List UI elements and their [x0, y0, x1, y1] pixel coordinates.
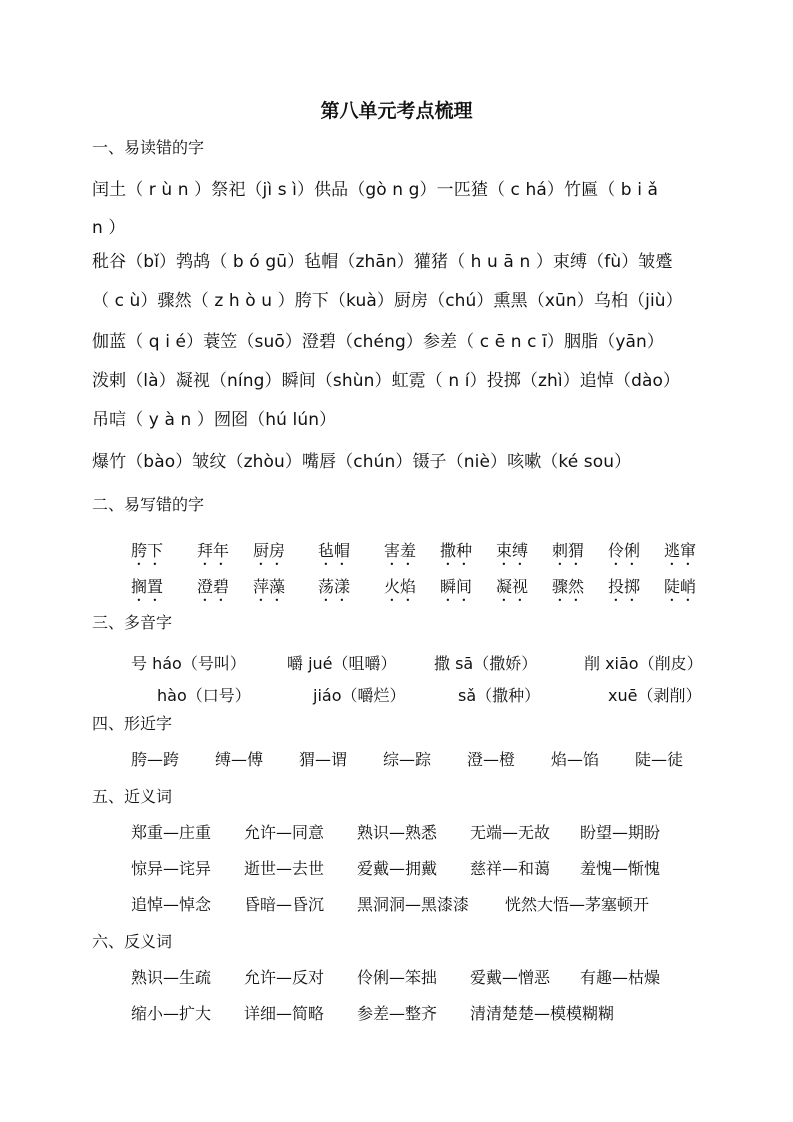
list-item: 毡帽	[318, 541, 351, 560]
list-item: 骤然	[552, 577, 585, 596]
document-title: 第八单元考点梳理	[320, 100, 473, 122]
list-item: 惊异—诧异	[131, 859, 212, 878]
list-item: 盼望—期盼	[580, 823, 661, 842]
list-item: 恍然大悟—茅塞顿开	[505, 895, 650, 914]
section-4-heading: 四、形近字	[92, 714, 173, 733]
list-item: 参差—整齐	[357, 1004, 438, 1023]
list-item: 有趣—枯燥	[580, 968, 661, 987]
pronunciation-line-1: 闰土（ r ù n ）祭祀（jì s ì）供品（gò n g）一匹猹（ c há）竹匾（ b i ǎ	[92, 180, 659, 200]
pronunciation-line-3: 秕谷（bǐ）鹁鸪（ b ó gū）毡帽（zhān）獾猪（ h u ā n ）束缚（fù）皱蹙	[92, 252, 673, 272]
list-item: 综—踪	[383, 750, 432, 769]
pronunciation-line-4: （ c ù）骤然（ z h ò u ）胯下（kuà）厨房（chú）熏黑（xūn）乌桕（jiù）	[92, 291, 683, 311]
list-item: 慈祥—和蔼	[470, 859, 551, 878]
pronunciation-line-7: 吊唁（ y à n ）囫囵（hú lún）	[92, 410, 337, 430]
section-1-heading: 一、易读错的字	[92, 138, 205, 157]
list-item: 害羞	[384, 541, 417, 560]
list-item: sǎ（撒种）	[458, 686, 541, 705]
list-item: 清清楚楚—模模糊糊	[470, 1004, 615, 1023]
list-item: 胯—跨	[131, 750, 180, 769]
list-item: 萍藻	[253, 577, 286, 596]
list-item: 削 xiāo（削皮）	[584, 654, 703, 673]
pronunciation-line-2: n ）	[92, 218, 126, 238]
pronunciation-line-8: 爆竹（bào）皱纹（zhòu）嘴唇（chún）镊子（niè）咳嗽（ké sou）	[92, 452, 632, 472]
list-item: 羞愧—惭愧	[580, 859, 661, 878]
list-item: 瞬间	[440, 577, 473, 596]
list-item: 无端—无故	[470, 823, 551, 842]
list-item: 胯下	[131, 541, 164, 560]
section-2-heading: 二、易写错的字	[92, 495, 205, 514]
list-item: 详细—简略	[244, 1004, 325, 1023]
list-item: 郑重—庄重	[131, 823, 212, 842]
list-item: 爱戴—憎恶	[470, 968, 551, 987]
list-item: hào（口号）	[157, 686, 251, 705]
section-5-heading: 五、近义词	[92, 787, 173, 806]
list-item: 拜年	[197, 541, 230, 560]
list-item: 搁置	[131, 577, 164, 596]
list-item: 爱戴—拥戴	[357, 859, 438, 878]
section-3-heading: 三、多音字	[92, 613, 173, 632]
list-item: jiáo（嚼烂）	[313, 686, 406, 705]
list-item: 缩小—扩大	[131, 1004, 212, 1023]
list-item: 陡峭	[664, 577, 697, 596]
list-item: 撒 sā（撒娇）	[434, 654, 538, 673]
list-item: 焰—馅	[551, 750, 600, 769]
list-item: 火焰	[384, 577, 417, 596]
list-item: 澄—橙	[467, 750, 516, 769]
list-item: 荡漾	[318, 577, 351, 596]
list-item: 允许—同意	[244, 823, 325, 842]
list-item: 熟识—熟悉	[357, 823, 438, 842]
list-item: 撒种	[440, 541, 473, 560]
list-item: xuē（剥削）	[608, 686, 702, 705]
list-item: 熟识—生疏	[131, 968, 212, 987]
list-item: 逝世—去世	[244, 859, 325, 878]
list-item: 猬—谓	[299, 750, 348, 769]
list-item: 缚—傅	[215, 750, 264, 769]
list-item: 凝视	[496, 577, 529, 596]
section-6-heading: 六、反义词	[92, 932, 173, 951]
list-item: 投掷	[608, 577, 641, 596]
list-item: 厨房	[253, 541, 286, 560]
pronunciation-line-6: 泼剌（là）凝视（níng）瞬间（shùn）虹霓（ n í）投掷（zhì）追悼（dào）	[92, 371, 681, 391]
list-item: 束缚	[496, 541, 529, 560]
list-item: 昏暗—昏沉	[244, 895, 325, 914]
list-item: 伶俐—笨拙	[357, 968, 438, 987]
list-item: 陡—徒	[635, 750, 684, 769]
list-item: 刺猬	[552, 541, 585, 560]
list-item: 允许—反对	[244, 968, 325, 987]
pronunciation-line-5: 伽蓝（ q i é）蓑笠（suō）澄碧（chéng）参差（ c ē n c ī）胭脂（yān）	[92, 332, 664, 352]
list-item: 号 háo（号叫）	[131, 654, 246, 673]
list-item: 澄碧	[197, 577, 230, 596]
list-item: 逃窜	[664, 541, 697, 560]
list-item: 追悼—悼念	[131, 895, 212, 914]
list-item: 嚼 jué（咀嚼）	[287, 654, 397, 673]
list-item: 黑洞洞—黑漆漆	[357, 895, 470, 914]
list-item: 伶俐	[608, 541, 641, 560]
